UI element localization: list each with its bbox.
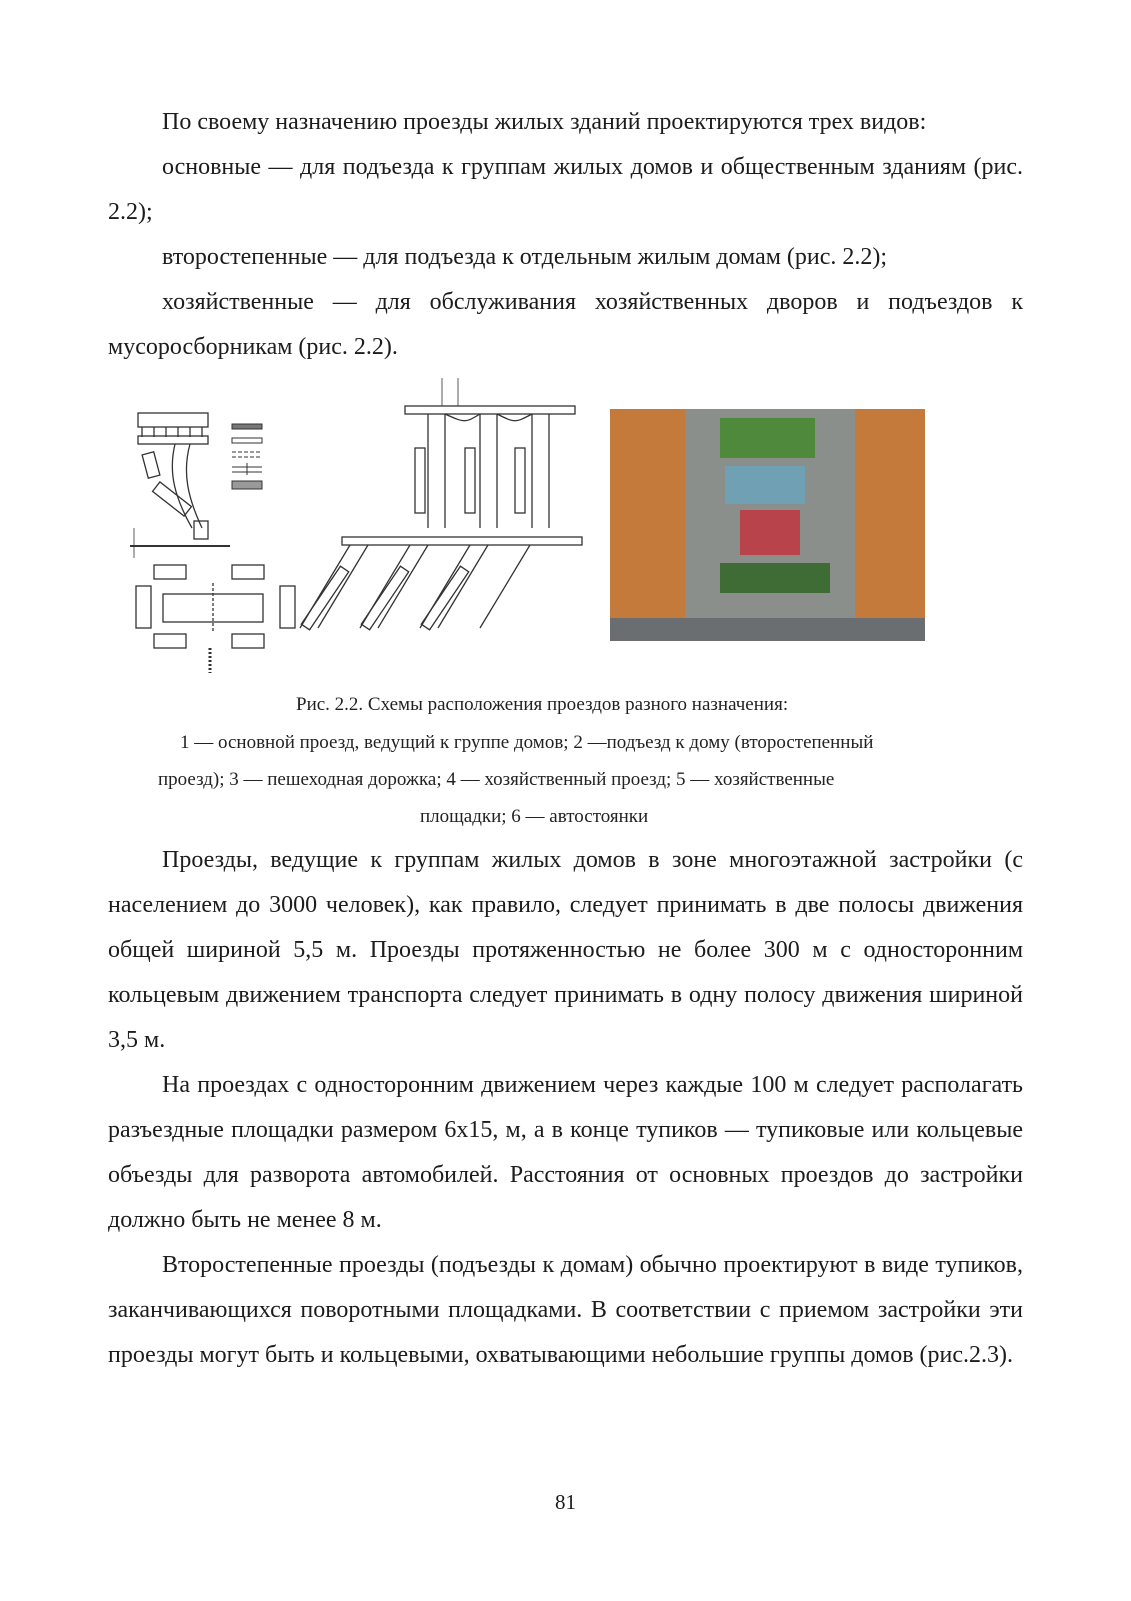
caption-line-2: проезд); 3 — пешеходная дорожка; 4 — хозяйственный проезд; 5 — хозяйственные xyxy=(158,769,835,790)
figure-2-2 xyxy=(120,378,950,690)
road-schemes-drawing xyxy=(120,378,950,690)
list-item-main-roads: основные — для подъезда к группам жилых домов и общественным зданиям (рис. 2.2); xyxy=(108,154,1023,225)
scheme-left xyxy=(130,413,295,673)
caption-line-3: площадки; 6 — автостоянки xyxy=(420,806,649,827)
caption-title: Рис. 2.2. Схемы расположения проездов разного назначения: xyxy=(296,694,789,715)
aerial-photo-residential-courtyard xyxy=(610,409,925,641)
paragraph-secondary-roads: Второстепенные проезды (подъезды к домам) обычно проектируют в виде тупиков, заканчивающихся поворотными площадками. В соответствии с приемом застройки эти проезды могут быть и кольцевыми, охватывающими небольшие группы домов (рис.2.3). xyxy=(108,1252,1023,1368)
list-item-service-roads: хозяйственные — для обслуживания хозяйственных дворов и подъездов к мусоросборникам (рис. 2.2). xyxy=(108,289,1023,360)
page-number: 81 xyxy=(555,1490,576,1514)
paragraph-main-roads-width: Проезды, ведущие к группам жилых домов в зоне многоэтажной застройки (с населением до 3000 человек), как правило, следует принимать в две полосы движения общей шириной 5,5 м. Проезды протяженностью не более 300 м с односторонним кольцевым движением транспорта следует принимать в одну полосу движения шириной 3,5 м. xyxy=(108,847,1023,1053)
intro-paragraph: По своему назначению проезды жилых зданий проектируются трех видов: xyxy=(162,109,927,135)
scheme-middle xyxy=(300,378,582,630)
paragraph-one-way-roads: На проездах с односторонним движением через каждые 100 м следует располагать разъездные площадки размером 6х15, м, а в конце тупиков — тупиковые или кольцевые объезды для разворота автомобилей. Расстояния от основных проездов до застройки должно быть не менее 8 м. xyxy=(108,1072,1023,1233)
list-item-secondary-roads: второстепенные — для подъезда к отдельным жилым домам (рис. 2.2); xyxy=(162,244,888,270)
caption-line-1: 1 — основной проезд, ведущий к группе домов; 2 —подъезд к дому (второстепенный xyxy=(180,732,874,753)
